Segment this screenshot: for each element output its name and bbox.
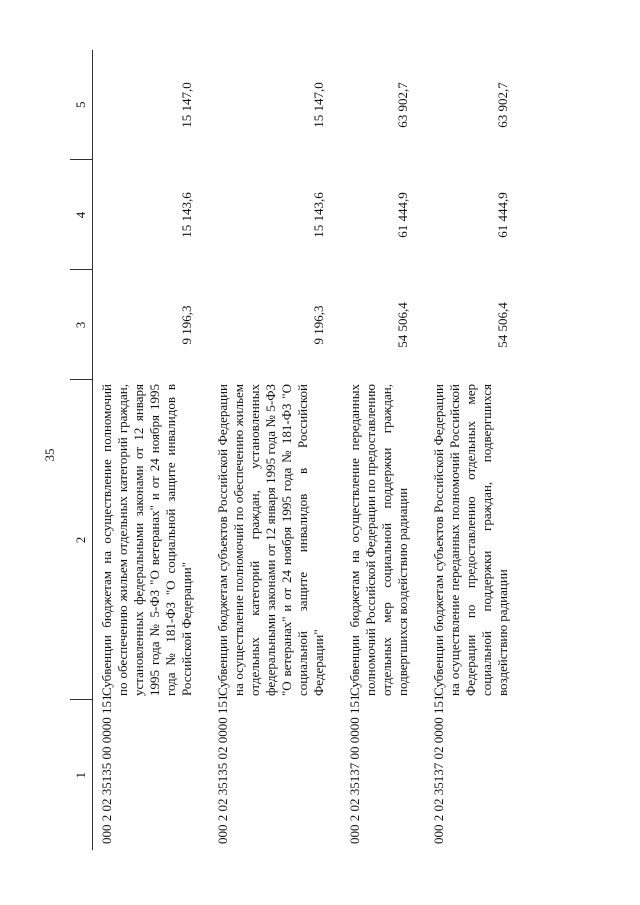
amount-col3: 9 196,3	[311, 305, 326, 345]
item-description: Субвенции бюджетам субъектов Российской Федерации на осуществление полномочий по обеспечению жильем отдельных категорий граждан, установленных федеральными законами от 12 января 1995 года № 5-ФЗ "О ветеранах" и от 24 ноября 1995 года № 181-ФЗ "О социальной защите инвалидов в Российской Федерации"	[215, 384, 326, 696]
amount-col4: 15 143,6	[311, 192, 326, 238]
column-header-1: 1	[70, 700, 93, 850]
amount-col3: 54 506,4	[495, 302, 510, 348]
amount-col3: 54 506,4	[395, 302, 410, 348]
column-header-4: 4	[70, 160, 93, 270]
item-description: Субвенции бюджетам на осуществление полномочий по обеспечению жильем отдельных категорий граждан, установленных федеральными законами от 12 января 1995 года № 5-ФЗ "О ветеранах" и от 24 ноября 1995 года № 181-ФЗ "О социальной защите инвалидов в Российской Федерации"	[99, 384, 194, 696]
rotated-page	[70, 50, 615, 850]
table-row	[425, 50, 525, 850]
table-row	[209, 50, 341, 850]
amount-col5: 15 147,0	[179, 82, 194, 128]
amount-col3: 9 196,3	[179, 305, 194, 345]
table-header-row	[70, 50, 93, 850]
page-number: 35	[42, 448, 57, 462]
amount-col4: 15 143,6	[179, 192, 194, 238]
amount-col4: 61 444,9	[395, 192, 410, 238]
amount-col5: 63 902,7	[495, 82, 510, 128]
table-row	[93, 50, 210, 850]
budget-code: 000 2 02 35137 00 0000 151	[347, 694, 362, 844]
column-header-3: 3	[70, 270, 93, 380]
budget-code: 000 2 02 35135 02 0000 151	[215, 694, 230, 844]
budget-table	[70, 50, 525, 850]
table-row	[341, 50, 425, 850]
budget-code: 000 2 02 35135 00 0000 151	[99, 694, 114, 844]
amount-col5: 63 902,7	[395, 82, 410, 128]
amount-col4: 61 444,9	[495, 192, 510, 238]
amount-col5: 15 147,0	[311, 82, 326, 128]
column-header-5: 5	[70, 50, 93, 160]
item-description: Субвенции бюджетам на осуществление переданных полномочий Российской Федерации по предоставлению отдельных мер социальной поддержки граждан, подвергшихся воздействию радиации	[347, 384, 410, 696]
item-description: Субвенции бюджетам субъектов Российской Федерации на осуществление переданных полномочий Российской Федерации по предоставлению отдельных мер социальной поддержки граждан, подвергшихся воздействию радиации	[431, 384, 510, 696]
column-header-2: 2	[70, 380, 93, 700]
budget-code: 000 2 02 35137 02 0000 151	[431, 694, 446, 844]
